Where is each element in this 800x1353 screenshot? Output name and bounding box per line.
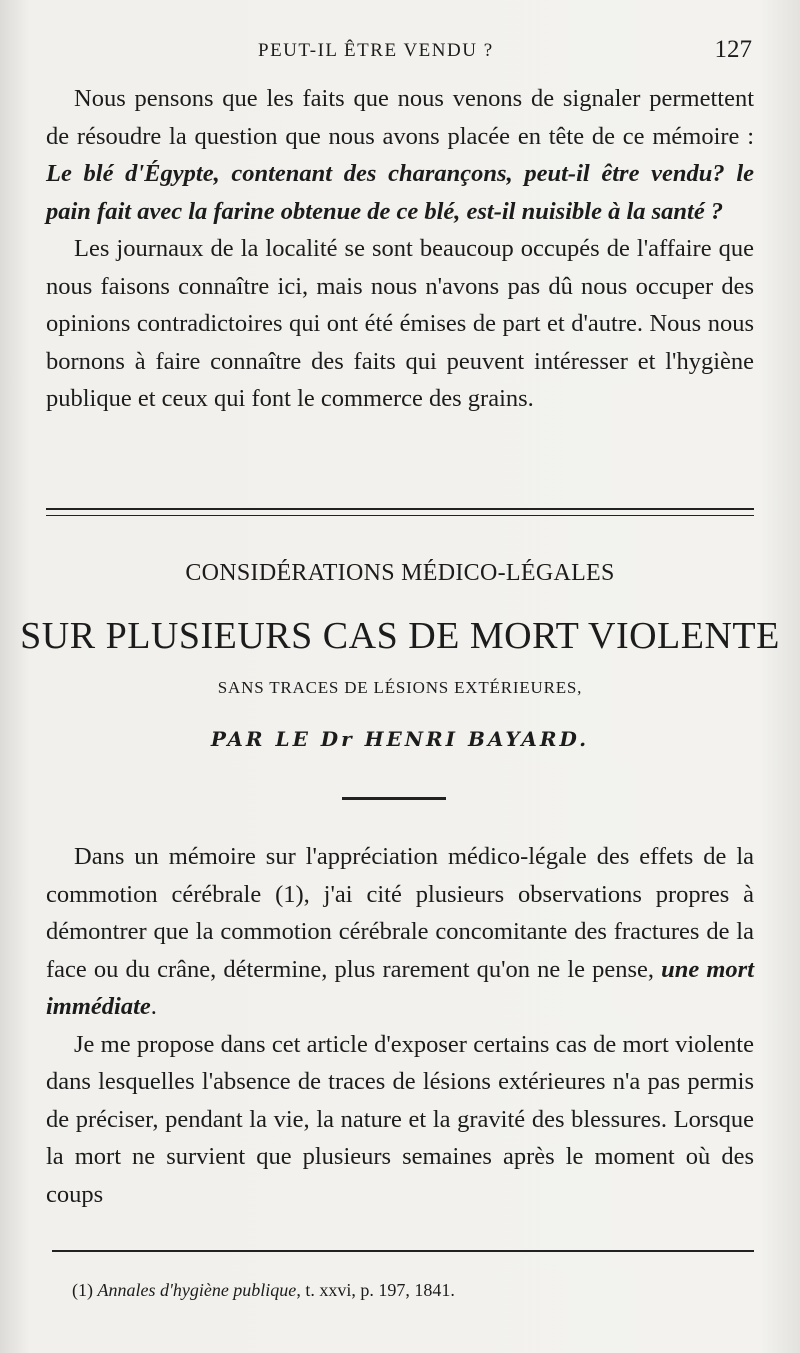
footnote-title: Annales d'hygiène publique	[97, 1280, 297, 1300]
paragraph-memoire	[46, 838, 754, 1026]
paragraph-text: Dans un mémoire sur l'appréciation médico-légale des effets de la commotion cérébrale (1), j'ai cité plusieurs observations propres à démontrer que la commotion cérébrale concomitante des fractures de la face ou du crâne, détermine, plus rarement qu'on ne le pense,	[46, 843, 754, 983]
footnote-divider	[52, 1250, 754, 1252]
paragraph-journaux: Les journaux de la localité se sont beaucoup occupés de l'affaire que nous faisons connaître ici, mais nous n'avons pas dû nous occuper des opinions contradictoires qui ont été émises de part et d'autre. Nous nous bornons à faire connaître des faits qui peuvent intéresser et l'hygiène publique et ceux qui font le commerce des grains.	[46, 235, 754, 412]
opening-section	[46, 80, 754, 418]
section-divider	[46, 508, 754, 516]
italic-question: Le blé d'Égypte, contenant des charançons, peut-il être vendu? le pain fait avec la farine obtenue de ce blé, est-il nuisible à la santé ?	[46, 160, 754, 225]
article-heading-2: SUR PLUSIEURS CAS DE MORT VIOLENTE	[20, 615, 780, 657]
article-heading-1: CONSIDÉRATIONS MÉDICO-LÉGALES	[185, 560, 615, 586]
article-heading-3: SANS TRACES DE LÉSIONS EXTÉRIEURES,	[217, 678, 583, 697]
paragraph-propose: Je me propose dans cet article d'exposer certains cas de mort violente dans lesquelles l'absence de traces de lésions extérieures n'a pas permis de préciser, pendant la vie, la nature et la gravité des blessures. Lorsque la mort ne survient que plusieurs semaines après le moment où des coups	[46, 1030, 754, 1208]
article-body	[46, 838, 754, 1213]
footnote-marker: (1)	[72, 1280, 93, 1300]
running-head	[0, 36, 800, 70]
italic-phrase: une mort immédiate	[46, 955, 754, 1020]
paragraph-text: Nous pensons que les faits que nous venons de signaler permettent de résoudre la question que nous avons placée en tête de ce mémoire :	[46, 85, 754, 150]
page-number: 127	[714, 36, 752, 63]
running-head-title: PEUT-IL ÊTRE VENDU ?	[258, 40, 494, 61]
paragraph-end: .	[150, 993, 157, 1020]
short-divider	[342, 797, 446, 800]
paragraph-conclusion	[46, 80, 754, 230]
footnote	[72, 1280, 455, 1301]
article-byline: PAR LE Dr HENRI BAYARD.	[210, 727, 590, 751]
footnote-ref: , t. xxvi, p. 197, 1841.	[296, 1280, 455, 1300]
